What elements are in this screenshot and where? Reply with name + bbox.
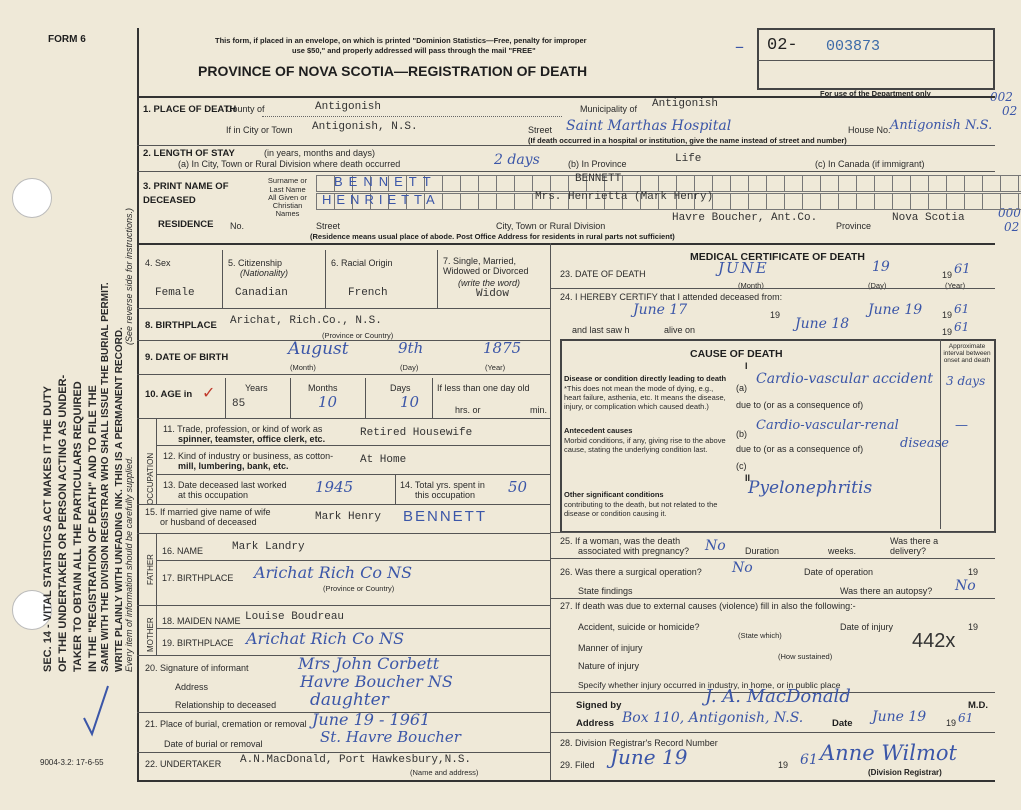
marital-sub: (write the word): [458, 278, 521, 288]
cause-title: CAUSE OF DEATH: [690, 348, 783, 360]
given-handwritten: HENRIETTA: [322, 192, 440, 207]
birthplace-value: Arichat, Rich.Co., N.S.: [230, 315, 382, 327]
residence-street: Street: [316, 221, 341, 231]
father-birthplace: Arichat Rich Co NS: [254, 563, 413, 582]
q26-label: 26. Was there a surgical operation?: [560, 567, 702, 577]
residence-label: RESIDENCE: [158, 219, 214, 230]
q27-label: 27. If death was due to external causes (violence) fill in also the following:-: [560, 601, 856, 611]
age-months: 10: [318, 393, 338, 411]
q14-label: 14. Total yrs. spent in: [400, 480, 485, 490]
age-days: 10: [400, 393, 420, 411]
dob-label: 9. DATE OF BIRTH: [145, 352, 229, 363]
given-typed: Mrs. Henrietta (Mark Henry): [535, 191, 714, 203]
address-label: Address: [175, 682, 209, 692]
manner-label: Manner of injury: [578, 643, 643, 653]
injury-year-prefix: 19: [968, 622, 979, 632]
code-stamp: 442x: [912, 630, 956, 652]
stay-sub: (in years, months and days): [264, 148, 376, 158]
punch-hole: [12, 178, 52, 218]
doctor-address: Box 110, Antigonish, N.S.: [622, 710, 804, 726]
residence-province-label: Province: [836, 221, 872, 231]
place-note: (If death occurred in a hospital or institution, give the name instead of street and number): [528, 136, 847, 145]
q16-label: 16. NAME: [162, 546, 204, 556]
form-number: FORM 6: [48, 34, 86, 45]
margin-code: 02: [1004, 220, 1020, 234]
age-years: 85: [232, 398, 246, 410]
stay-a-label: (a) In City, Town or Rural Division where death occurred: [178, 159, 401, 169]
last-saw-year: 61: [954, 320, 970, 334]
hrs-label: hrs. or: [455, 405, 481, 415]
margin-text-5: SAME WITH THE DIVISION REGISTRAR WHO SHALL ISSUE THE BURIAL PERMIT.: [100, 282, 111, 672]
last-saw-date: June 18: [795, 316, 850, 332]
md-label: M.D.: [968, 700, 989, 711]
dod-month-caption: (Month): [738, 281, 764, 290]
dob-day: 9th: [398, 339, 424, 357]
attended-from: June 17: [633, 302, 688, 318]
stay-label: 2. LENGTH OF STAY: [143, 148, 235, 159]
postal-notice: This form, if placed in an envelope, on which is printed "Dominion Statistics—Free, penalty for improper: [215, 36, 587, 45]
operation-date-label: Date of operation: [804, 567, 874, 577]
section-two: II: [745, 473, 751, 483]
last-worked-value: 1945: [315, 478, 354, 496]
last-saw-label: and last saw h: [572, 325, 630, 335]
cause-b-marker: (b): [736, 429, 747, 439]
sex-label: 4. Sex: [145, 258, 171, 268]
margin-text-4: IN THE "REGISTRATION OF DEATH" AND TO FILE THE: [87, 385, 99, 672]
dod-day-caption: (Day): [868, 281, 887, 290]
attended-to: June 19: [868, 302, 923, 318]
dod-year-prefix: 19: [942, 270, 953, 280]
residence-city-label: City, Town or Rural Division: [496, 221, 606, 231]
direct-cause-note: *This does not mean the mode of dying, e.g., heart failure, asthenia, etc. It means the disease, injury, or complication which caused death.): [564, 384, 726, 411]
q13-label: 13. Date deceased last worked: [163, 480, 287, 490]
dob-month: August: [288, 339, 349, 359]
month-caption: (Month): [290, 363, 316, 372]
doctor-date: June 19: [872, 709, 927, 725]
antecedent-note: Morbid conditions, if any, giving rise to the above cause, stating the underlying condition last.: [564, 436, 726, 454]
margin-code: 000: [998, 206, 1021, 220]
weeks-label: weeks.: [828, 546, 857, 556]
margin-text-3: TAKER TO OBTAIN ALL THE PARTICULARS REQUIRED: [72, 381, 84, 672]
due-to-label-2: due to (or as a consequence of): [736, 444, 864, 454]
alive-on-label: alive on: [664, 325, 696, 335]
how-sustained-label: (How sustained): [778, 652, 833, 661]
municipality-label: Municipality of: [580, 104, 638, 114]
q25-label: 25. If a woman, was the death: [560, 536, 681, 546]
father-bp-sub: (Province or Country): [323, 584, 395, 593]
autopsy-answer: No: [955, 578, 976, 594]
citizenship-value: Canadian: [235, 287, 288, 299]
doctor-date-year: 61: [958, 711, 974, 725]
check-mark-icon: [80, 682, 112, 742]
q12-sub: mill, lumbering, bank, etc.: [178, 461, 289, 471]
street-value: Saint Marthas Hospital: [566, 118, 732, 134]
medical-title: MEDICAL CERTIFICATE OF DEATH: [690, 251, 865, 263]
q18-label: 18. MAIDEN NAME: [162, 616, 241, 626]
antecedent-label: Antecedent causes: [564, 426, 633, 435]
residence-province: Nova Scotia: [892, 212, 965, 224]
doctor-signature: J. A. MacDonald: [705, 686, 851, 707]
undertaker-value: A.N.MacDonald, Port Hawkesbury,N.S.: [240, 754, 472, 766]
interval-b-dash: —: [955, 418, 968, 433]
interval-a: 3 days: [946, 374, 986, 388]
other-conditions-label: Other significant conditions: [564, 490, 664, 499]
burial-date: June 19 - 1961: [312, 710, 431, 729]
q26-answer: No: [732, 560, 753, 576]
citizenship-label: 5. Citizenship: [228, 258, 283, 268]
due-to-label: due to (or as a consequence of): [736, 400, 864, 410]
stay-b-value: Life: [675, 153, 702, 165]
dob-year: 1875: [483, 339, 522, 357]
other-conditions-note: contributing to the death, but not related to the disease or condition causing it.: [564, 500, 718, 518]
city-label: If in City or Town: [226, 125, 293, 135]
margin-text-1: SEC. 14 - VITAL STATISTICS ACT MAKES IT THE DUTY: [42, 385, 54, 672]
years-label: Years: [245, 383, 268, 393]
q25-answer: No: [705, 538, 726, 554]
registrar-signature: Anne Wilmot: [820, 741, 957, 765]
q13-sub: at this occupation: [178, 490, 249, 500]
postal-notice-2: use $50," and properly addressed will pass through the mail "FREE": [292, 46, 536, 55]
residence-note: (Residence means usual place of abode. Post Office Address for residents in rural parts not sufficient): [310, 232, 675, 241]
father-side-label: FATHER: [146, 554, 155, 585]
undertaker-sub: (Name and address): [410, 768, 479, 777]
filed-year-prefix: 19: [778, 760, 789, 770]
dod-day: 19: [872, 259, 890, 275]
q14-sub: this occupation: [415, 490, 476, 500]
sex-value: Female: [155, 287, 195, 299]
dash-mark: –: [735, 36, 744, 57]
check-icon: ✓: [202, 383, 216, 402]
spouse-handwritten: BENNETT: [403, 508, 488, 525]
q25-sub: associated with pregnancy?: [578, 546, 690, 556]
father-name: Mark Landry: [232, 541, 305, 553]
section-one: I: [745, 361, 748, 371]
q19-label: 19. BIRTHPLACE: [162, 638, 234, 648]
stay-c-label: (c) In Canada (if immigrant): [815, 159, 925, 169]
total-years-value: 50: [508, 478, 528, 496]
state-which-label: (State which): [738, 631, 782, 640]
margin-code: 002: [990, 90, 1013, 104]
place-label: 1. PLACE OF DEATH: [143, 104, 237, 115]
q12-label: 12. Kind of industry or business, as cotton-: [163, 451, 334, 461]
signed-by-label: Signed by: [576, 700, 622, 711]
house-value: Antigonish N.S.: [890, 118, 993, 133]
cause-c-marker: (c): [736, 461, 747, 471]
delivery-label: Was there a delivery?: [890, 536, 939, 556]
q29-label: 29. Filed: [560, 760, 595, 770]
footer-code: 9004-3.2: 17-6-55: [40, 758, 104, 767]
q15-label: 15. If married give name of wife: [145, 507, 271, 517]
doctor-address-label: Address: [576, 718, 615, 729]
mother-side-label: MOTHER: [146, 617, 155, 652]
q17-label: 17. BIRTHPLACE: [162, 573, 234, 583]
dept-use-label: For use of the Department only: [820, 89, 931, 98]
q21-label: 21. Place of burial, cremation or removal: [145, 719, 307, 729]
dod-year-caption: (Year): [945, 281, 966, 290]
margin-text-6: WRITE PLAINLY WITH UNFADING INK. THIS IS A PERMANENT RECORD.: [114, 327, 125, 672]
informant-signature: Mrs John Corbett: [298, 654, 440, 673]
q24-label: 24. I HEREBY CERTIFY that I attended deceased from:: [560, 292, 783, 302]
cause-b-2: disease: [900, 436, 949, 451]
house-label: House No.: [848, 125, 891, 135]
dod-year: 61: [954, 262, 971, 277]
birthplace-sub: (Province or Country): [322, 331, 394, 340]
days-label: Days: [390, 383, 411, 393]
reg-prefix: 02-: [767, 36, 798, 55]
street-label: Street: [528, 125, 553, 135]
autopsy-label: Was there an autopsy?: [840, 586, 933, 596]
marital-value: Widow: [476, 288, 510, 300]
relationship-value: daughter: [310, 690, 389, 710]
county-label: County of: [226, 104, 265, 114]
less-day-label: If less than one day old: [437, 383, 530, 393]
direct-cause-label: Disease or condition directly leading to death: [564, 374, 727, 383]
attended-year: 61: [954, 302, 970, 316]
surname-label: Surname or Last Name: [267, 176, 308, 194]
residence-city: Havre Boucher, Ant.Co.: [672, 212, 818, 224]
cause-a: Cardio-vascular accident: [756, 371, 934, 387]
q20-label: 20. Signature of informant: [145, 663, 249, 673]
municipality-value: Antigonish: [652, 98, 719, 110]
citizenship-sub: (Nationality): [240, 268, 289, 278]
other-condition: Pyelonephritis: [748, 478, 873, 498]
doctor-year-prefix: 19: [946, 718, 957, 728]
q15-sub: or husband of deceased: [160, 517, 257, 527]
margin-code: 02: [1002, 104, 1018, 118]
duration-label: Duration: [745, 546, 780, 556]
given-label: All Given or Christian Names: [268, 193, 307, 218]
margin-text-8: (See reverse side for instructions.): [124, 207, 134, 345]
filed-date: June 19: [610, 745, 688, 769]
stay-b-label: (b) In Province: [568, 159, 627, 169]
mother-birthplace: Arichat Rich Co NS: [246, 629, 405, 648]
marital-label: 7. Single, Married, Widowed or Divorced: [443, 256, 529, 276]
specify-label: Specify whether injury occurred in industry, in home, or in public place: [578, 680, 841, 690]
surname-typed: BENNETT: [575, 173, 622, 185]
city-value: Antigonish, N.S.: [312, 121, 418, 133]
approx-interval-label: Approximate interval between onset and death: [943, 343, 991, 364]
trade-value: Retired Housewife: [360, 427, 473, 439]
name-label: 3. PRINT NAME OF DECEASED: [143, 181, 229, 206]
informant-address: Havre Boucher NS: [300, 672, 453, 691]
origin-label: 6. Racial Origin: [331, 258, 393, 268]
reg-number: 003873: [826, 38, 881, 55]
last-saw-year-prefix: 19: [942, 327, 953, 337]
min-label: min.: [530, 405, 548, 415]
registrar-caption: (Division Registrar): [868, 768, 942, 777]
day-caption: (Day): [400, 363, 419, 372]
burial-place: St. Havre Boucher: [320, 728, 461, 746]
cause-a-marker: (a): [736, 383, 747, 393]
margin-text-7: Every item of information should be carefully supplied.: [124, 456, 134, 672]
accident-label: Accident, suicide or homicide?: [578, 622, 700, 632]
mother-name: Louise Boudreau: [245, 611, 345, 623]
industry-value: At Home: [360, 454, 407, 466]
dod-month: JUNE: [718, 259, 769, 277]
spouse-typed: Mark Henry: [315, 511, 382, 523]
stay-a-value: 2 days: [494, 152, 540, 168]
residence-no: No.: [230, 221, 245, 231]
year-caption: (Year): [485, 363, 506, 372]
doctor-date-label: Date: [832, 718, 853, 729]
operation-year-prefix: 19: [968, 567, 979, 577]
q11-sub: spinner, teamster, office clerk, etc.: [178, 434, 326, 444]
nature-label: Nature of injury: [578, 661, 640, 671]
form-border-left: [137, 28, 139, 780]
margin-text-2: OF THE UNDERTAKER OR PERSON ACTING AS UNDER-: [57, 374, 69, 672]
relationship-label: Relationship to deceased: [175, 700, 277, 710]
attended-from-year-prefix: 19: [770, 310, 781, 320]
q22-label: 22. UNDERTAKER: [145, 759, 222, 769]
months-label: Months: [308, 383, 338, 393]
form-title: PROVINCE OF NOVA SCOTIA—REGISTRATION OF DEATH: [198, 63, 588, 79]
county-value: Antigonish: [315, 101, 382, 113]
q23-label: 23. DATE OF DEATH: [560, 269, 646, 279]
surname-handwritten: BENNETT: [334, 174, 437, 189]
age-label: 10. AGE in: [145, 389, 193, 400]
attended-to-year-prefix: 19: [942, 310, 953, 320]
birthplace-label: 8. BIRTHPLACE: [145, 320, 217, 331]
origin-value: French: [348, 287, 388, 299]
filed-year: 61: [800, 752, 818, 768]
burial-date-label: Date of burial or removal: [164, 739, 263, 749]
cause-b: Cardio-vascular-renal: [756, 418, 899, 433]
injury-date-label: Date of injury: [840, 622, 894, 632]
occupation-side-label: OCCUPATION: [146, 452, 155, 505]
q28-label: 28. Division Registrar's Record Number: [560, 738, 718, 748]
q11-label: 11. Trade, profession, or kind of work as: [163, 424, 323, 434]
findings-label: State findings: [578, 586, 633, 596]
